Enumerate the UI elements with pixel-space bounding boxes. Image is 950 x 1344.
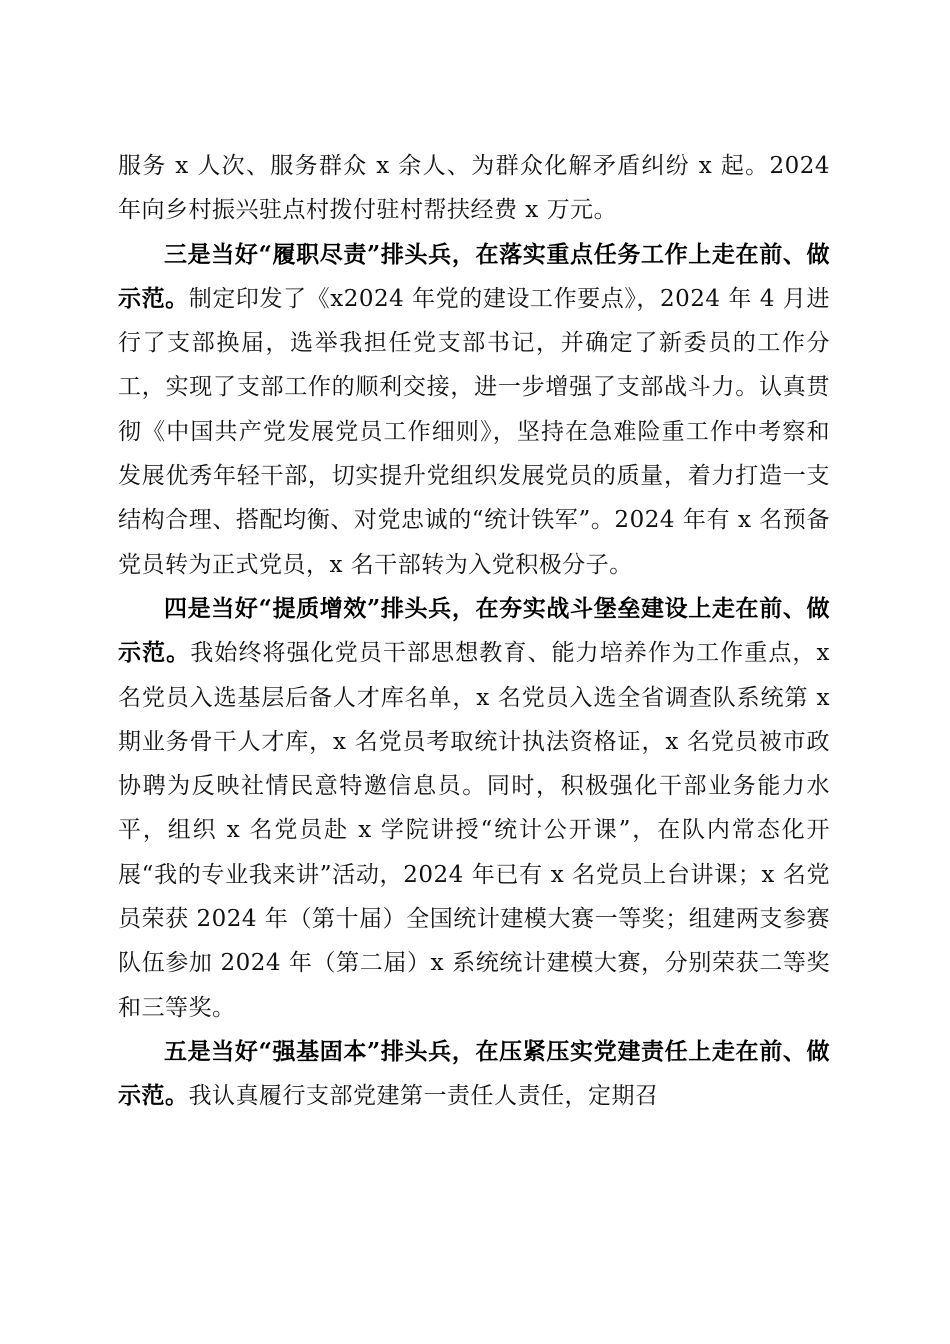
paragraph-continued [118, 144, 830, 233]
paragraph-text: 服务 x 人次、服务群众 x 余人、为群众化解矛盾纠纷 x 起。2024 年向乡村振兴驻点村拨付驻村帮扶经费 x 万元。 [118, 153, 830, 224]
paragraph-heading: 四是当好“提质增效”排头兵，在夯实战斗堡垒建设上走在前、做示范。 [118, 594, 830, 667]
paragraph-heading: 五是当好“强基固本”排头兵，在压紧压实党建责任上走在前、做示范。 [118, 1037, 830, 1110]
paragraph-text: 我始终将强化党员干部思想教育、能力培养作为工作重点，x 名党员入选基层后备人才库名单，x 名党员入选全省调查队系统第 x 期业务骨干人才库，x 名党员考取统计执法资格证，x 名党员被市政协聘为反映社情民意特邀信息员。同时，积极强化干部业务能力水平，组织 x 名党员赴 x 学院讲授“统计公开课”，在队内常态化开展“我的专业我来讲”活动，2024 年已有 x 名党员上台讲课；x 名党员荣获 2024 年（第十届）全国统计建模大赛一等奖；组建两支参赛队伍参加 2024 年（第二届）x 系统统计建模大赛，分别荣获二等奖和三等奖。 [118, 640, 830, 1021]
paragraph-item-four [118, 587, 830, 1030]
paragraph-heading: 三是当好“履职尽责”排头兵，在落实重点任务工作上走在前、做示范。 [118, 240, 830, 312]
document-body [118, 144, 830, 1119]
paragraph-text: 我认真履行支部党建第一责任人责任，定期召 [188, 1083, 659, 1110]
paragraph-text: 制定印发了《x2024 年党的建设工作要点》，2024 年 4 月进行了支部换届，选举我担任党支部书记，并确定了新委员的工作分工，实现了支部工作的顺利交接，进一步增强了支部战斗力。认真贯彻《中国共产党发展党员工作细则》，坚持在急难险重工作中考察和发展优秀年轻干部，切实提升党组织发展党员的质量，着力打造一支结构合理、搭配均衡、对党忠诚的“统计铁军”。2024 年有 x 名预备党员转为正式党员，x 名干部转为入党积极分子。 [118, 285, 831, 578]
paragraph-item-five [118, 1030, 830, 1119]
paragraph-item-three [118, 233, 830, 587]
